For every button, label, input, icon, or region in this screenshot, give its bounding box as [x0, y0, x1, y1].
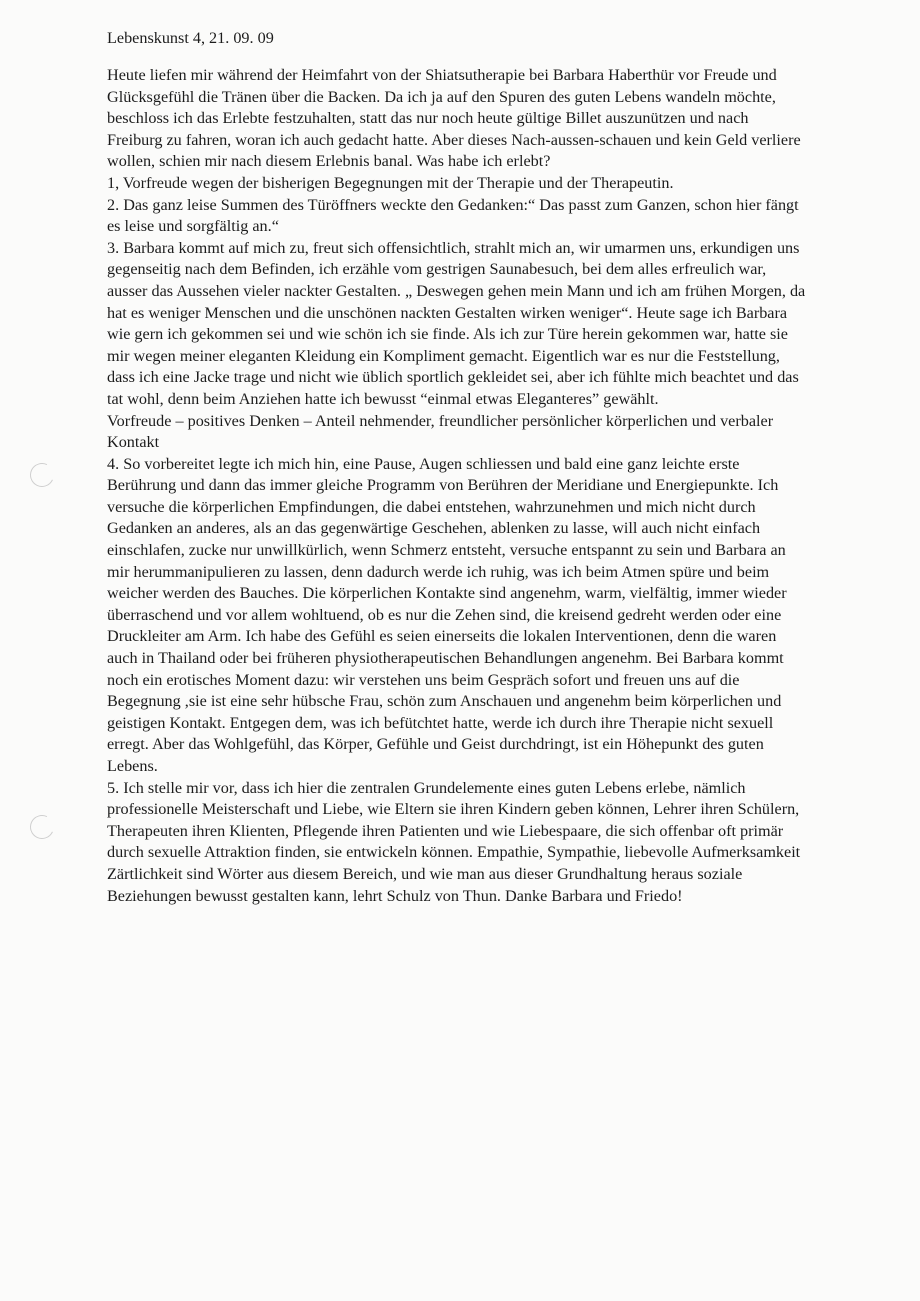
- text-line: Freiburg zu fahren, woran ich auch gedacht hatte. Aber dieses Nach-aussen-schauen und kein Geld verliere: [107, 130, 801, 149]
- text-line: Begegnung ,sie ist eine sehr hübsche Frau, schön zum Anschauen und angenehm beim körperlichen und: [107, 692, 782, 711]
- text-line: mir herummanipulieren zu lassen, denn dadurch werde ich ruhig, was ich beim Atmen spüre und beim: [107, 562, 770, 581]
- text-line: geistigen Kontakt. Entgegen dem, was ich befütchtet hatte, werde ich durch ihre Therapie nicht sexuell: [107, 713, 774, 732]
- text-line: Kontakt: [107, 433, 160, 452]
- document-body: [107, 65, 907, 907]
- text-line: Berührung und dann das immer gleiche Programm von Berühren der Meridiane und Energiepunkte. Ich: [107, 476, 779, 495]
- text-line: 2. Das ganz leise Summen des Türöffners weckte den Gedanken:“ Das passt zum Ganzen, schon hier fängt: [107, 195, 799, 214]
- text-line: 5. Ich stelle mir vor, dass ich hier die zentralen Grundelemente eines guten Lebens erlebe, nämlich: [107, 778, 746, 797]
- text-line: überraschend und vor allem wohltuend, ob es nur die Zehen sind, die kreisend gedreht werden oder eine: [107, 605, 782, 624]
- text-line: einschlafen, zucke nur unwillkürlich, wenn Schmerz entsteht, versuche entspannt zu sein und Barbara an: [107, 541, 786, 560]
- text-line: wie gern ich gekommen sei und wie schön ich sie finde. Als ich zur Türe herein gekommen war, hatte sie: [107, 325, 788, 344]
- text-line: Beziehungen bewusst gestalten kann, lehrt Schulz von Thun. Danke Barbara und Friedo!: [107, 886, 683, 905]
- text-line: Vorfreude – positives Denken – Anteil nehmender, freundlicher persönlicher körperlichen und verbaler: [107, 411, 774, 430]
- text-line: erregt. Aber das Wohlgefühl, das Körper, Gefühle und Geist durchdringt, ist ein Höhepunkt des guten: [107, 735, 764, 754]
- text-line: hat es weniger Menschen und die unschönen nackten Gestalten wirken weniger“. Heute sage ich Barbara: [107, 303, 788, 322]
- text-line: Druckleiter am Arm. Ich habe des Gefühl es seien einerseits die lokalen Interventionen, denn die waren: [107, 627, 777, 646]
- text-line: es leise und sorgfältig an.“: [107, 217, 279, 236]
- text-line: Zärtlichkeit sind Wörter aus diesem Bereich, und wie man aus dieser Grundhaltung heraus soziale: [107, 864, 743, 883]
- text-line: tat wohl, denn beim Anziehen hatte ich bewusst “einmal etwas Eleganteres” gewählt.: [107, 389, 659, 408]
- text-line: Therapeuten ihren Klienten, Pflegende ihren Patienten und wie Liebespaare, die sich offenbar oft primär: [107, 821, 784, 840]
- text-line: weicher werden des Bauches. Die körperlichen Kontakte sind angenehm, warm, vielfältig, immer wieder: [107, 584, 787, 603]
- text-line: versuche die körperlichen Empfindungen, die dabei entstehen, wahrzunehmen und mich nicht durch: [107, 497, 756, 516]
- text-line: gegenseitig nach dem Befinden, ich erzähle vom gestrigen Saunabesuch, bei dem alles erfreulich war,: [107, 260, 767, 279]
- text-line: 3. Barbara kommt auf mich zu, freut sich offensichtlich, strahlt mich an, wir umarmen uns, erkundigen uns: [107, 238, 800, 257]
- text-line: Lebens.: [107, 757, 158, 775]
- text-line: mir wegen meiner eleganten Kleidung ein Kompliment gemacht. Eigentlich war es nur die Feststellung,: [107, 346, 780, 365]
- text-line: 4. So vorbereitet legte ich mich hin, eine Pause, Augen schliessen und bald eine ganz leichte erste: [107, 454, 740, 473]
- text-line: durch sexuelle Attraktion finden, sie entwickeln können. Empathie, Sympathie, liebevolle Aufmerksamkeit: [107, 843, 801, 862]
- text-line: wollen, schien mir nach diesem Erlebnis banal. Was habe ich erlebt?: [107, 152, 551, 171]
- text-line: professionelle Meisterschaft und Liebe, wie Eltern sie ihren Kindern geben können, Lehrer ihren Schülern,: [107, 800, 800, 819]
- text-line: Glücksgefühl die Tränen über die Backen. Da ich ja auf den Spuren des guten Lebens wandeln möchte,: [107, 87, 776, 106]
- punch-hole-mark: [27, 460, 58, 491]
- document-heading: Lebenskunst 4, 21. 09. 09: [107, 29, 274, 47]
- text-line: Heute liefen mir während der Heimfahrt von der Shiatsutherapie bei Barbara Haberthür vor Freude und: [107, 66, 777, 84]
- text-line: noch ein erotisches Moment dazu: wir verstehen uns beim Gespräch sofort und freuen uns auf die: [107, 670, 740, 689]
- text-line: beschloss ich das Erlebte festzuhalten, statt das nur noch heute gültige Billet auszunützen und nach: [107, 109, 749, 128]
- text-line: 1, Vorfreude wegen der bisherigen Begegnungen mit der Therapie und der Therapeutin.: [107, 173, 674, 192]
- text-line: Gedanken an anderes, als an das gegenwärtige Geschehen, ablenken zu lasse, will auch nicht einfach: [107, 519, 761, 538]
- text-line: dass ich eine Jacke trage und nicht wie üblich sportlich gekleidet sei, aber ich fühlte mich beachtet und das: [107, 368, 799, 387]
- text-line: auch in Thailand oder bei früheren physiotherapeutischen Behandlungen angenehm. Bei Barbara kommt: [107, 649, 784, 668]
- text-line: ausser das Aussehen vieler nackter Gestalten. „ Deswegen gehen mein Mann und ich am frühen Morgen, da: [107, 281, 806, 300]
- punch-hole-mark: [27, 812, 58, 843]
